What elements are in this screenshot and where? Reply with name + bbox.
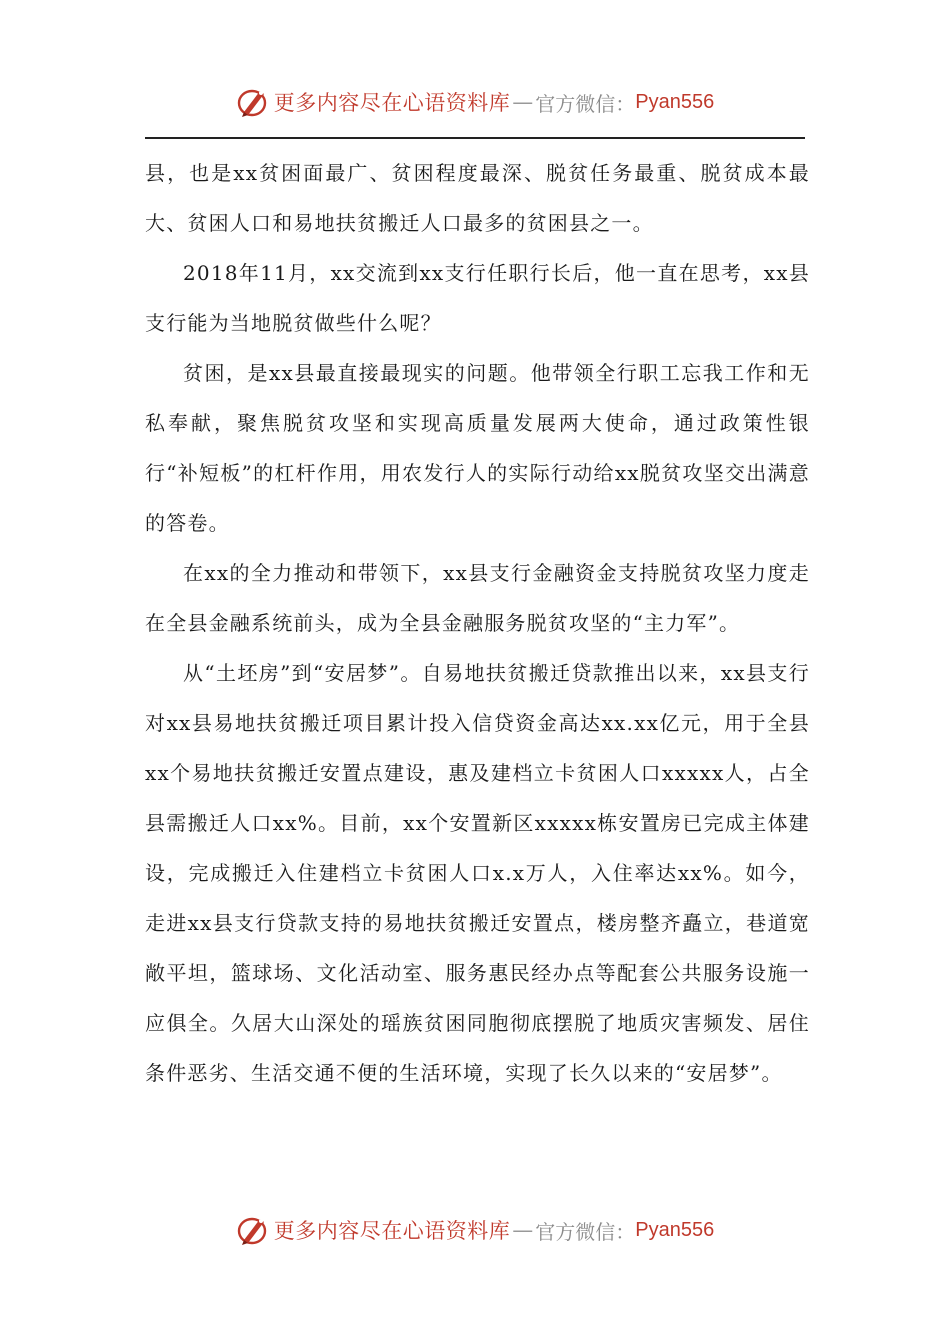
paragraph-2018-appointment: 2018年11月，xx交流到xx支行任职行长后，他一直在思考，xx县支行能为当地脱贫做些什么呢？ (145, 261, 810, 335)
paragraph-relocation: 从“土坯房”到“安居梦”。自易地扶贫搬迁贷款推出以来，xx县支行对xx县易地扶贫搬迁项目累计投入信贷资金高达xx.xx亿元，用于全县xx个易地扶贫搬迁安置点建设，惠及建档立卡贫困人口xxxxx人，占全县需搬迁人口xx%。目前，xx个安置新区xxxxx栋安置房已完成主体建设，完成搬迁入住建档立卡贫困人口x.x万人，入住率达xx%。如今，走进xx县支行贷款支持的易地扶贫搬迁安置点，楼房整齐矗立，巷道宽敞平坦，篮球场、文化活动室、服务惠民经办点等配套公共服务设施一应俱全。久居大山深处的瑶族贫困同胞彻底摆脱了地质灾害频发、居住条件恶劣、生活交通不便的生活环境，实现了长久以来的“安居梦”。 (145, 661, 810, 1085)
document-body (145, 148, 810, 1098)
paragraph-poverty-problem: 贫困，是xx县最直接最现实的问题。他带领全行职工忘我工作和无私奉献，聚焦脱贫攻坚和实现高质量发展两大使命，通过政策性银行“补短板”的杠杆作用，用农发行人的实际行动给xx脱贫攻坚交出满意的答卷。 (145, 361, 810, 535)
header-dash: — (512, 90, 534, 114)
header-divider (145, 137, 805, 139)
footer-wechat-label: 官方微信： (535, 1219, 636, 1244)
paragraph-main-force: 在xx的全力推动和带领下，xx县支行金融资金支持脱贫攻坚力度走在全县金融系统前头，成为全县金融服务脱贫攻坚的“主力军”。 (145, 561, 810, 635)
footer-wechat-id: Pyan556 (635, 1218, 715, 1241)
header-brand-text: 更多内容尽在心语资料库 (273, 91, 511, 115)
paragraph-continuation: 县，也是xx贫困面最广、贫困程度最深、脱贫任务最重、脱贫成本最大、贫困人口和易地扶贫搬迁人口最多的贫困县之一。 (145, 161, 810, 235)
header-wechat-label: 官方微信： (535, 91, 636, 116)
footer-dash: — (512, 1218, 534, 1242)
footer-banner (0, 1210, 950, 1250)
header-wechat-id: Pyan556 (635, 90, 715, 113)
header-banner (0, 82, 950, 122)
pen-logo-icon (236, 1213, 270, 1247)
footer-brand-text: 更多内容尽在心语资料库 (273, 1219, 511, 1243)
pen-logo-icon (236, 85, 270, 119)
